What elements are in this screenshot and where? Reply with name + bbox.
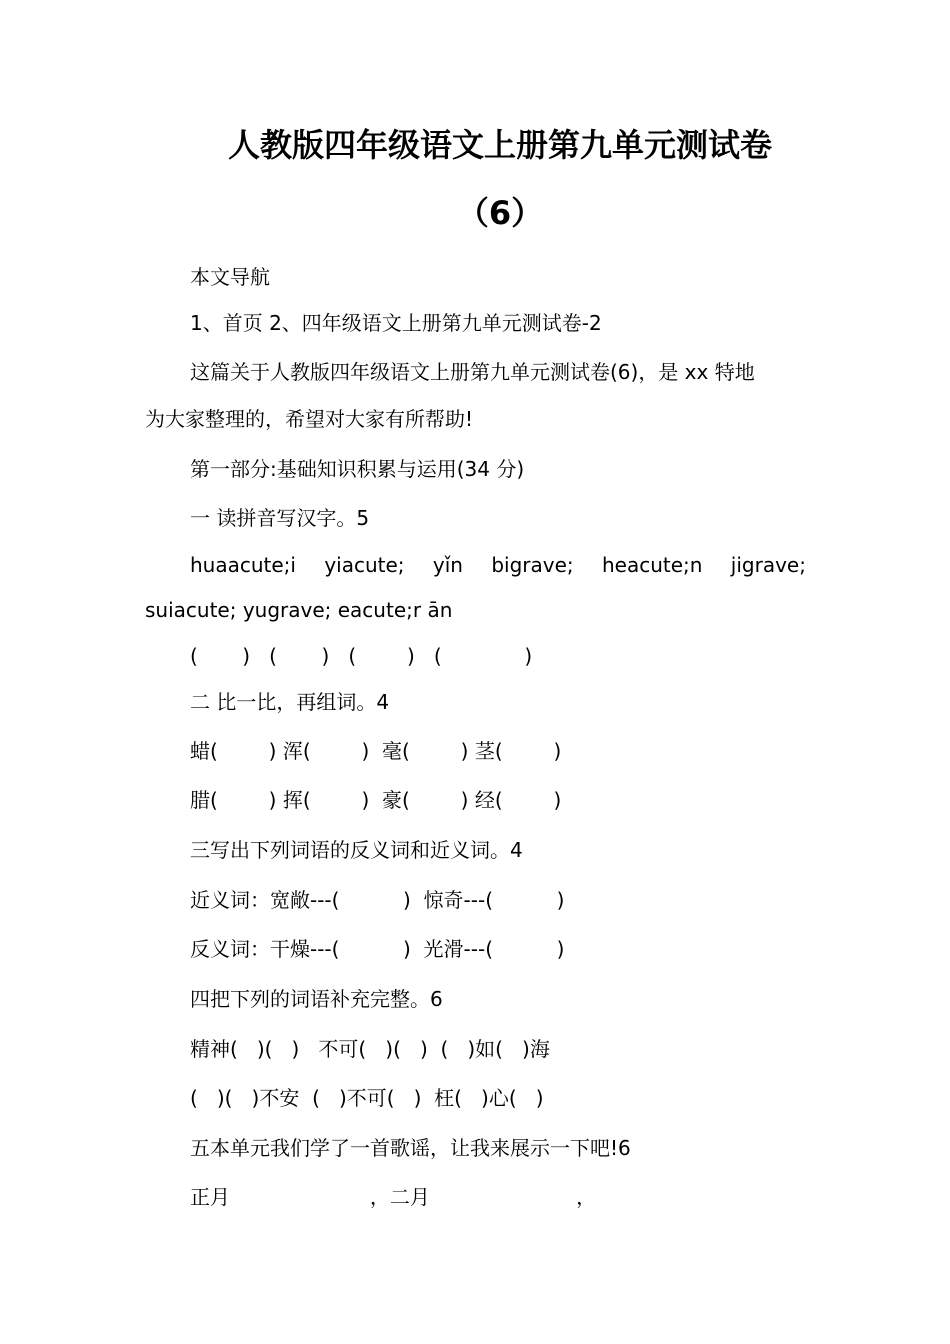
q5-row-1: 正月 ，二月 ， <box>190 1185 597 1209</box>
q2-row-2: 腊( ) 挥( ) 豪( ) 经( ) <box>190 788 562 812</box>
q1-answer-blanks: ( ) ( ) ( ) ( ) <box>190 644 533 668</box>
q3-row-2: 反义词：干燥---( ) 光滑---( ) <box>190 937 565 961</box>
document-title: 人教版四年级语文上册第九单元测试卷 <box>227 126 772 164</box>
pinyin-item: bigrave; <box>491 553 574 577</box>
nav-links[interactable]: 1、首页 2、四年级语文上册第九单元测试卷-2 <box>190 311 602 335</box>
q2-heading: 二 比一比，再组词。4 <box>190 690 390 714</box>
document-title-number: （6） <box>456 194 544 232</box>
q1-pinyin-row-1 <box>190 552 806 578</box>
q1-pinyin-row-2: suiacute; yugrave; eacute;r ān <box>145 598 453 622</box>
q4-row-2: ( )( )不安 ( )不可( ) 枉( )心( ) <box>190 1086 544 1110</box>
q1-heading: 一 读拼音写汉字。5 <box>190 506 370 530</box>
pinyin-item: jigrave; <box>730 553 806 577</box>
q4-heading: 四把下列的词语补充完整。6 <box>190 987 443 1011</box>
pinyin-item: heacute;n <box>601 553 703 577</box>
q4-row-1: 精神( )( ) 不可( )( ) ( )如( )海 <box>190 1037 550 1061</box>
nav-heading: 本文导航 <box>190 265 270 289</box>
intro-line-1: 这篇关于人教版四年级语文上册第九单元测试卷(6)，是 xx 特地 <box>190 360 755 384</box>
pinyin-item: yǐn <box>432 553 463 577</box>
q5-heading: 五本单元我们学了一首歌谣，让我来展示一下吧!6 <box>190 1136 631 1160</box>
q3-heading: 三写出下列词语的反义词和近义词。4 <box>190 838 523 862</box>
part1-heading: 第一部分:基础知识积累与运用(34 分) <box>190 457 525 481</box>
pinyin-item: huaacute;i <box>190 553 296 577</box>
q2-row-1: 蜡( ) 浑( ) 毫( ) 茎( ) <box>190 739 562 763</box>
q3-row-1: 近义词：宽敞---( ) 惊奇---( ) <box>190 888 565 912</box>
pinyin-item: yiacute; <box>324 553 405 577</box>
intro-line-2: 为大家整理的，希望对大家有所帮助! <box>145 407 474 431</box>
